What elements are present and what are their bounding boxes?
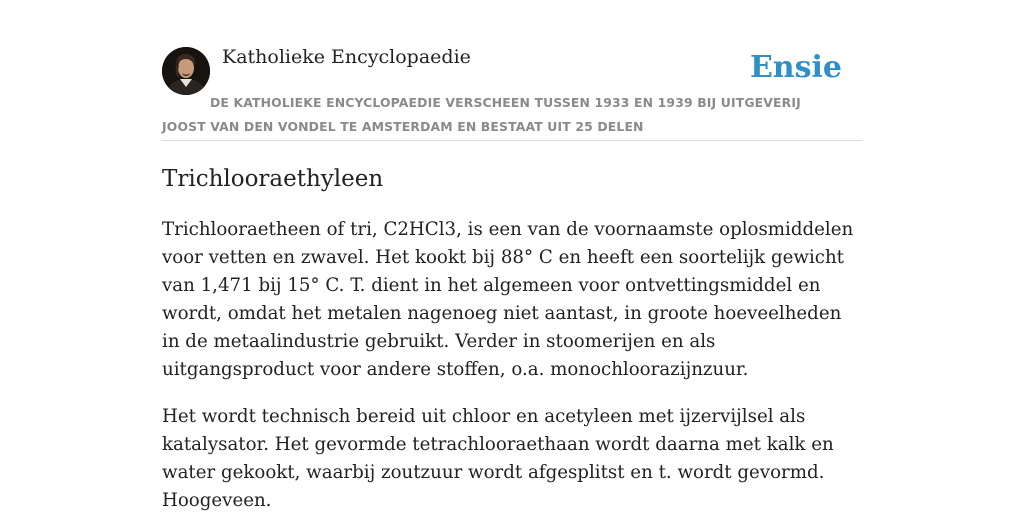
portrait-image bbox=[162, 47, 210, 95]
article-paragraph-1: Trichlooraetheen of tri, C2HCl3, is een van de voornaamste oplosmiddelen voor vetten en zwavel. Het kookt bij 88° C en heeft een soortelijk gewicht van 1,471 bij 15° C. T. dient in het algemeen voor ontvettingsmiddel en wordt, omdat het metalen nagenoeg niet aantast, in groote hoeveelheden in de metaalindustrie gebruikt. Verder in stoomerijen en als uitgangsproduct voor andere stoffen, o.a. monochloorazijnzuur. bbox=[162, 219, 854, 380]
brand-logo[interactable]: Ensie bbox=[749, 50, 842, 85]
article bbox=[162, 163, 862, 512]
article-title: Trichlooraethyleen bbox=[162, 166, 384, 192]
site-header bbox=[162, 44, 862, 141]
site-title[interactable]: Katholieke Encyclopaedie bbox=[222, 46, 471, 68]
article-paragraph-2: Het wordt technisch bereid uit chloor en acetyleen met ijzervijlsel als katalysator. Het gevormde tetrachlooraethaan wordt daarna met kalk en water gekookt, waarbij zoutzuur wordt afgesplitst en t. wordt gevormd. Hoogeveen. bbox=[162, 406, 834, 511]
site-tagline: DE KATHOLIEKE ENCYCLOPAEDIE VERSCHEEN TUSSEN 1933 EN 1939 BIJ UITGEVERIJ JOOST VAN DEN VONDEL TE AMSTERDAM EN BESTAAT UIT 25 DELEN bbox=[162, 95, 801, 134]
portrait-avatar-icon[interactable] bbox=[162, 47, 210, 95]
